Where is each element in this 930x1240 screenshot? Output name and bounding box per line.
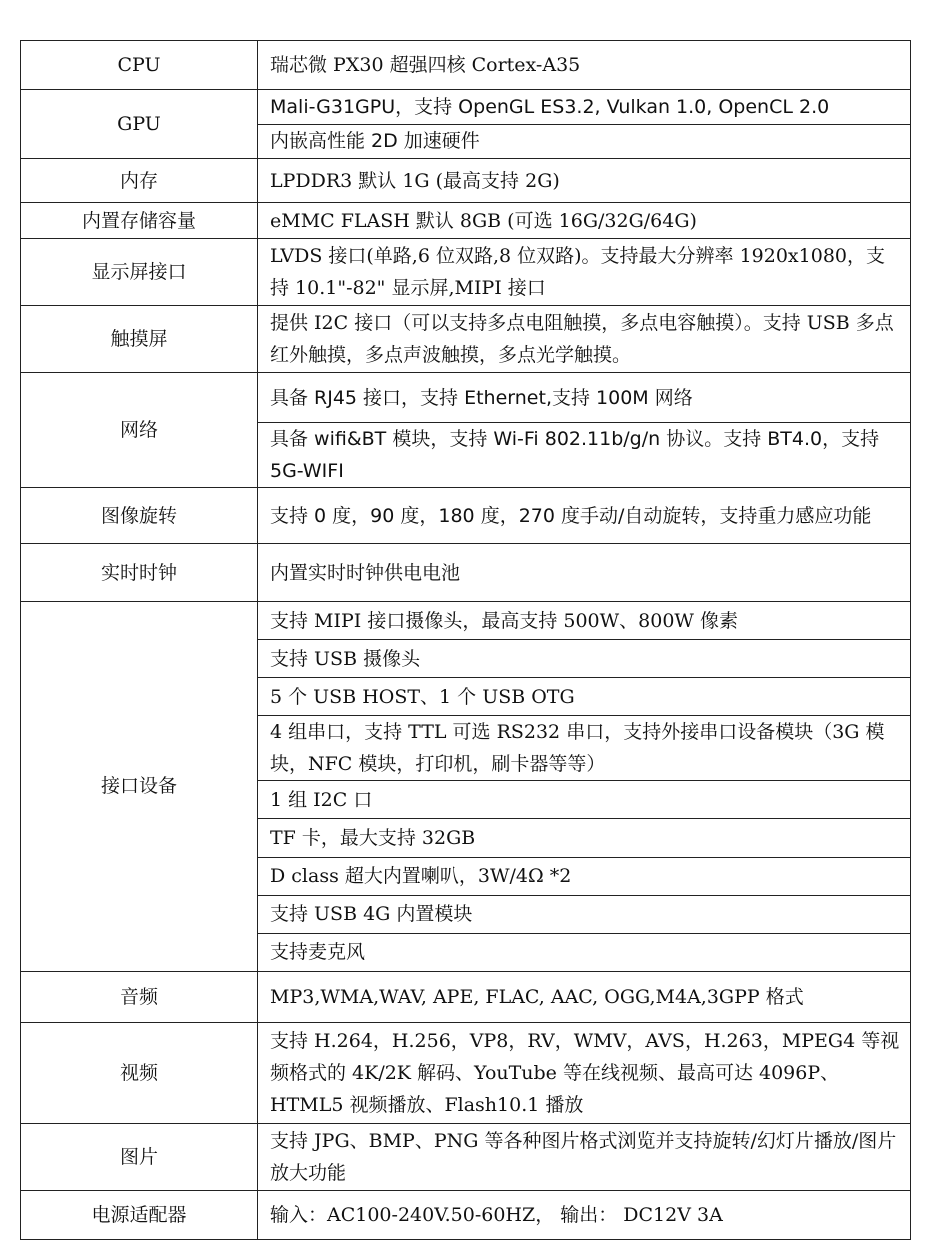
spec-row (21, 203, 911, 239)
spec-row (21, 1022, 911, 1123)
spec-label: 视频 (21, 1022, 258, 1123)
spec-row (21, 159, 911, 203)
spec-value: 具备 RJ45 接口，支持 Ethernet,支持 100M 网络 (258, 373, 911, 423)
spec-value: 支持麦克风 (258, 933, 911, 971)
spec-value: LPDDR3 默认 1G (最高支持 2G) (258, 159, 911, 203)
spec-row (21, 1123, 911, 1190)
spec-value: TF 卡，最大支持 32GB (258, 819, 911, 857)
spec-row (21, 306, 911, 373)
spec-row (21, 971, 911, 1022)
spec-row (21, 41, 911, 90)
spec-value: 提供 I2C 接口（可以支持多点电阻触摸，多点电容触摸）。支持 USB 多点红外触摸，多点声波触摸，多点光学触摸。 (258, 306, 911, 373)
spec-row (21, 488, 911, 544)
spec-label: 实时时钟 (21, 544, 258, 602)
spec-value: 内置实时时钟供电电池 (258, 544, 911, 602)
spec-value: 5 个 USB HOST、1 个 USB OTG (258, 678, 911, 716)
spec-label: 接口设备 (21, 602, 258, 972)
spec-row (21, 90, 911, 125)
spec-label: 音频 (21, 971, 258, 1022)
spec-value: 输入：AC100-240V.50-60HZ， 输出： DC12V 3A (258, 1190, 911, 1239)
spec-row (21, 1190, 911, 1239)
spec-value: MP3,WMA,WAV, APE, FLAC, AAC, OGG,M4A,3GPP 格式 (258, 971, 911, 1022)
spec-table-body (21, 41, 911, 1240)
spec-row (21, 602, 911, 640)
spec-value: 内嵌高性能 2D 加速硬件 (258, 124, 911, 159)
spec-row (21, 239, 911, 306)
spec-label: 图片 (21, 1123, 258, 1190)
spec-value: LVDS 接口(单路,6 位双路,8 位双路)。支持最大分辨率 1920x1080，支持 10.1"-82" 显示屏,MIPI 接口 (258, 239, 911, 306)
spec-label: GPU (21, 90, 258, 159)
spec-label: 显示屏接口 (21, 239, 258, 306)
spec-value: D class 超大内置喇叭，3W/4Ω *2 (258, 857, 911, 895)
spec-value: 支持 MIPI 接口摄像头，最高支持 500W、800W 像素 (258, 602, 911, 640)
spec-value: 具备 wifi&BT 模块，支持 Wi-Fi 802.11b/g/n 协议。支持 BT4.0，支持 5G-WIFI (258, 423, 911, 488)
spec-label: 网络 (21, 373, 258, 488)
spec-value: eMMC FLASH 默认 8GB (可选 16G/32G/64G) (258, 203, 911, 239)
spec-value: Mali-G31GPU，支持 OpenGL ES3.2, Vulkan 1.0, OpenCL 2.0 (258, 90, 911, 125)
spec-label: 触摸屏 (21, 306, 258, 373)
spec-label: 内存 (21, 159, 258, 203)
spec-value: 支持 USB 4G 内置模块 (258, 895, 911, 933)
spec-row (21, 373, 911, 423)
spec-label: 电源适配器 (21, 1190, 258, 1239)
spec-label: CPU (21, 41, 258, 90)
spec-table (20, 40, 911, 1240)
spec-row (21, 544, 911, 602)
spec-label: 图像旋转 (21, 488, 258, 544)
spec-label: 内置存储容量 (21, 203, 258, 239)
spec-value: 支持 H.264，H.256，VP8，RV，WMV，AVS，H.263，MPEG4 等视频格式的 4K/2K 解码、YouTube 等在线视频、最高可达 4096P、HTML5 视频播放、Flash10.1 播放 (258, 1022, 911, 1123)
spec-value: 1 组 I2C 口 (258, 781, 911, 819)
spec-value: 支持 0 度，90 度，180 度，270 度手动/自动旋转，支持重力感应功能 (258, 488, 911, 544)
spec-value: 支持 JPG、BMP、PNG 等各种图片格式浏览并支持旋转/幻灯片播放/图片放大功能 (258, 1123, 911, 1190)
spec-value: 支持 USB 摄像头 (258, 640, 911, 678)
spec-value: 4 组串口，支持 TTL 可选 RS232 串口，支持外接串口设备模块（3G 模块，NFC 模块，打印机，刷卡器等等） (258, 716, 911, 781)
spec-value: 瑞芯微 PX30 超强四核 Cortex-A35 (258, 41, 911, 90)
